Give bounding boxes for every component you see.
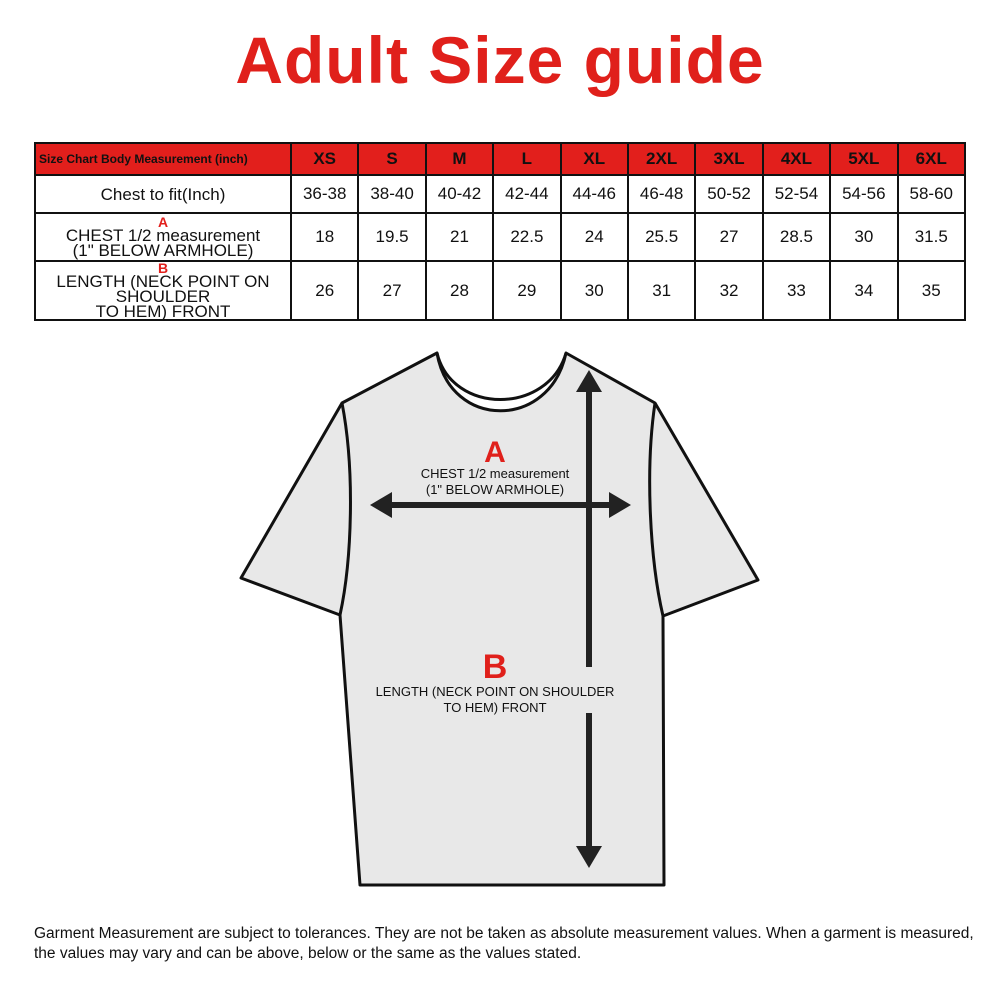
table-cell: 34: [830, 261, 897, 320]
size-header-cell: XL: [561, 143, 628, 175]
table-cell: 38-40: [358, 175, 425, 213]
size-header-cell: S: [358, 143, 425, 175]
diagram-label-b-line1: LENGTH (NECK POINT ON SHOULDER: [375, 684, 615, 699]
table-row: [35, 213, 965, 261]
table-cell: 24: [561, 213, 628, 261]
size-chart-header-label: Size Chart Body Measurement (inch): [35, 143, 291, 175]
table-cell: 31: [628, 261, 695, 320]
size-header-cell: 2XL: [628, 143, 695, 175]
table-cell: 26: [291, 261, 358, 320]
size-header-cell: M: [426, 143, 493, 175]
table-cell: 42-44: [493, 175, 560, 213]
table-row: [35, 261, 965, 320]
size-header-cell: 6XL: [898, 143, 965, 175]
size-header-cell: L: [493, 143, 560, 175]
table-cell: 50-52: [695, 175, 762, 213]
row-letter-b: B: [157, 260, 169, 276]
table-cell: 29: [493, 261, 560, 320]
diagram-label-b-line2: TO HEM) FRONT: [443, 700, 547, 715]
table-cell: 54-56: [830, 175, 897, 213]
table-cell: 21: [426, 213, 493, 261]
table-cell: 30: [830, 213, 897, 261]
page-title: Adult Size guide: [235, 23, 765, 97]
row-label-chest-to-fit: [35, 175, 291, 213]
table-cell: 18: [291, 213, 358, 261]
diagram-letter-b: B: [482, 648, 508, 686]
table-cell: 27: [358, 261, 425, 320]
row-label-length: [35, 261, 291, 320]
row-label-text: LENGTH (NECK POINT ON SHOULDER TO HEM) FRONT: [56, 272, 270, 321]
diagram-label-a-line1: CHEST 1/2 measurement: [420, 466, 570, 481]
table-cell: 19.5: [358, 213, 425, 261]
table-cell: 36-38: [291, 175, 358, 213]
table-cell: 28.5: [763, 213, 830, 261]
table-cell: 31.5: [898, 213, 965, 261]
table-cell: 30: [561, 261, 628, 320]
table-row: [35, 175, 965, 213]
table-cell: 28: [426, 261, 493, 320]
tshirt-outline: [241, 353, 758, 885]
size-chart-table: [34, 142, 966, 321]
row-label-chest-half: [35, 213, 291, 261]
disclaimer-text: Garment Measurement are subject to tolerances. They are not be taken as absolute measurement values. When a garment is measured, the values may vary and can be above, below or the same as the values stated.: [34, 925, 974, 962]
table-cell: 46-48: [628, 175, 695, 213]
row-letter-a: A: [157, 214, 169, 230]
table-cell: 58-60: [898, 175, 965, 213]
table-cell: 35: [898, 261, 965, 320]
size-header-row: [35, 143, 965, 175]
table-cell: 32: [695, 261, 762, 320]
table-cell: 52-54: [763, 175, 830, 213]
row-label-text: Chest to fit(Inch): [100, 184, 226, 204]
row-label-text: CHEST 1/2 measurement (1" BELOW ARMHOLE): [65, 226, 261, 260]
diagram-label-a-line2: (1" BELOW ARMHOLE): [425, 482, 565, 497]
table-cell: 25.5: [628, 213, 695, 261]
tshirt-diagram: [0, 340, 1000, 900]
table-cell: 22.5: [493, 213, 560, 261]
size-header-cell: 4XL: [763, 143, 830, 175]
size-header-cell: 5XL: [830, 143, 897, 175]
diagram-letter-a: A: [484, 436, 506, 469]
size-header-cell: XS: [291, 143, 358, 175]
size-header-cell: 3XL: [695, 143, 762, 175]
table-cell: 33: [763, 261, 830, 320]
table-cell: 44-46: [561, 175, 628, 213]
table-cell: 40-42: [426, 175, 493, 213]
table-cell: 27: [695, 213, 762, 261]
